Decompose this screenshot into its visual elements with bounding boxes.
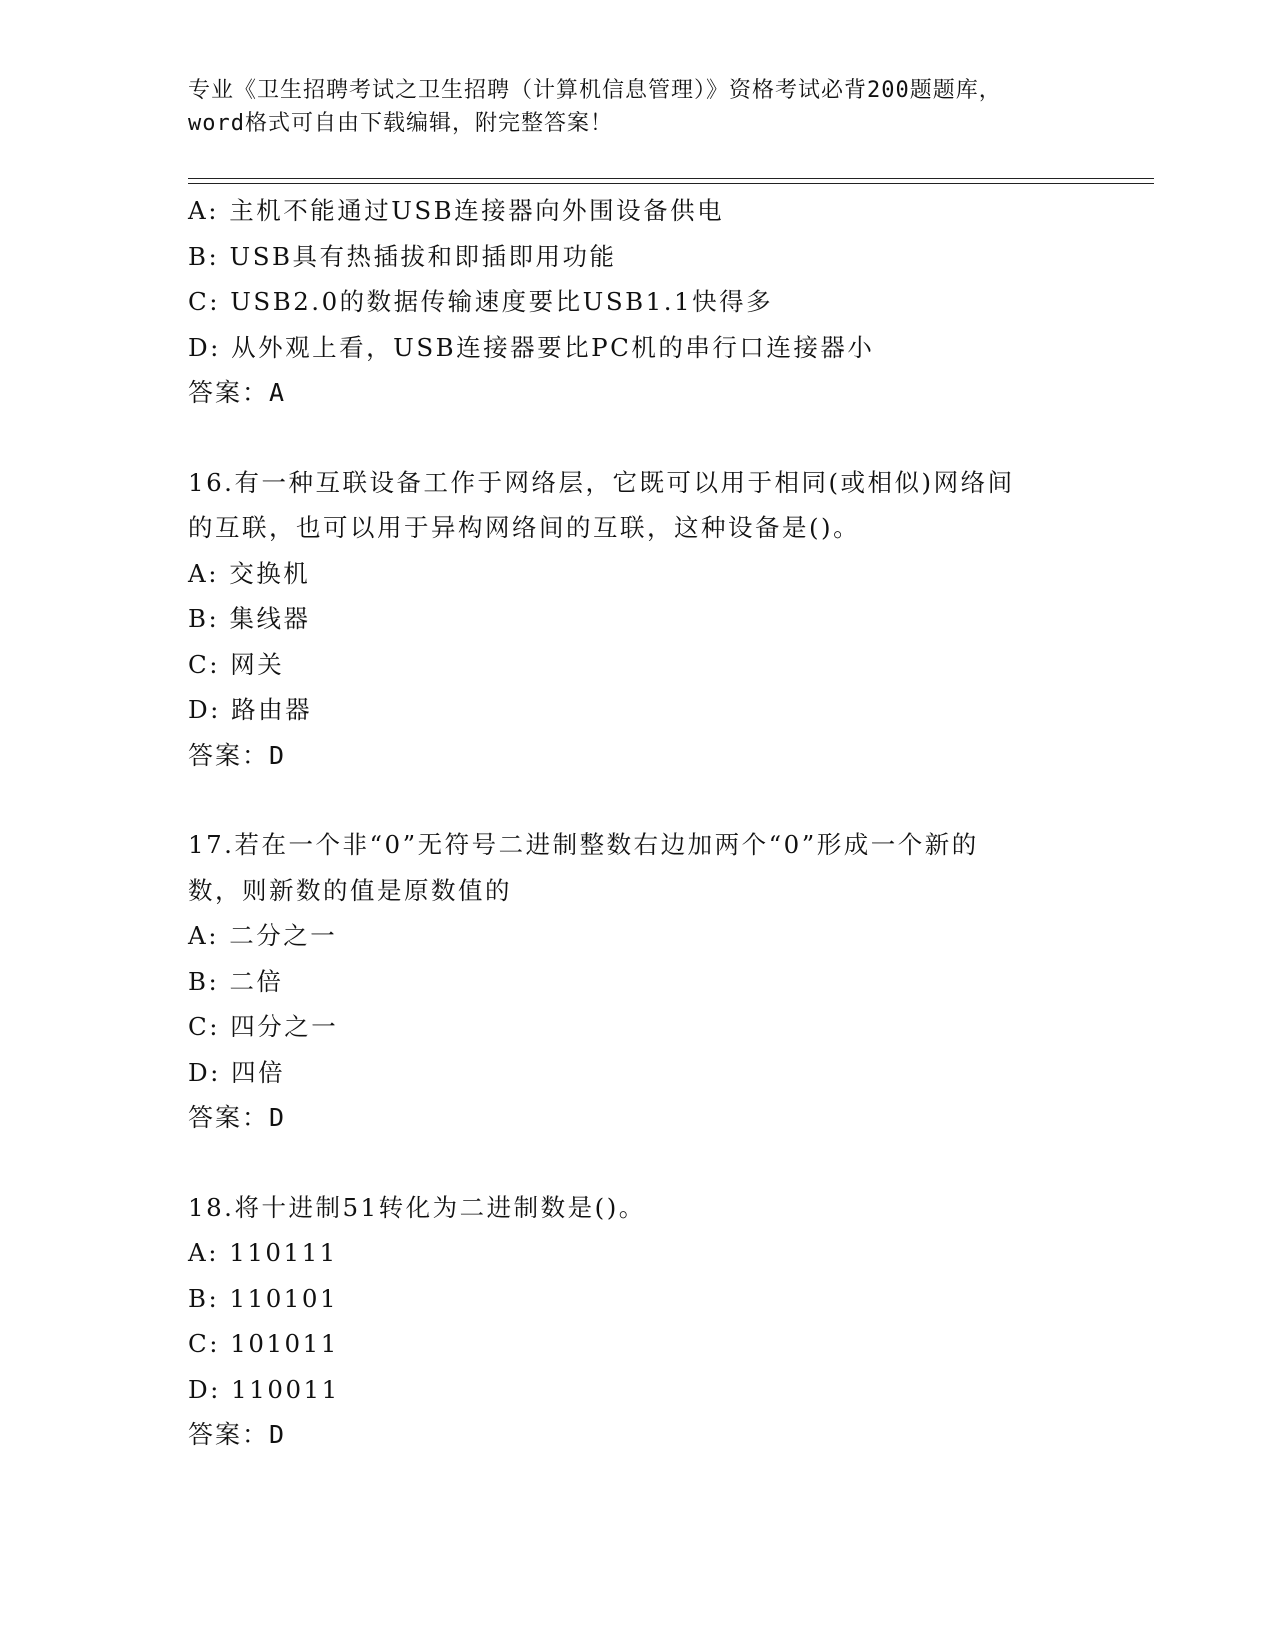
option-c: C: USB2.0的数据传输速度要比USB1.1快得多 (188, 287, 774, 316)
question-block-prev (188, 188, 1088, 416)
answer-line: 答案：D (188, 1103, 287, 1132)
option-b: B: USB具有热插拔和即插即用功能 (188, 241, 617, 271)
question-stem-line: 的互联，也可以用于异构网络间的互联，这种设备是()。 (188, 513, 861, 542)
option-d: D: 四倍 (188, 1057, 286, 1087)
option-a: A: 主机不能通过USB连接器向外围设备供电 (188, 196, 725, 225)
question-stem-line: 17.若在一个非“0”无符号二进制整数右边加两个“0”形成一个新的 (188, 830, 979, 859)
option-b: B: 110101 (188, 1283, 339, 1313)
option-a: A: 二分之一 (188, 921, 338, 950)
question-block-16 (188, 460, 1088, 779)
option-d: D: 从外观上看，USB连接器要比PC机的串行口连接器小 (188, 332, 875, 362)
question-list (188, 188, 1088, 1458)
header-rule-bottom (188, 183, 1154, 184)
header-rule-top (188, 178, 1154, 179)
spacer (188, 416, 1088, 460)
option-a: A: 交换机 (188, 558, 311, 588)
question-stem-line: 18.将十进制51转化为二进制数是()。 (188, 1192, 646, 1222)
question-block-17 (188, 822, 1088, 1141)
option-b: B: 二倍 (188, 966, 284, 996)
question-stem-line: 数，则新数的值是原数值的 (188, 875, 512, 905)
question-block-18 (188, 1185, 1088, 1458)
spacer (188, 1141, 1088, 1185)
header-line-1: 专业《卫生招聘考试之卫生招聘（计算机信息管理）》资格考试必背200题题库， (188, 78, 1002, 103)
option-d: D: 路由器 (188, 695, 313, 724)
header-line-2: word格式可自由下载编辑，附完整答案！ (188, 111, 613, 136)
option-d: D: 110011 (188, 1374, 340, 1404)
spacer (188, 778, 1088, 822)
option-a: A: 110111 (188, 1238, 338, 1267)
option-c: C: 101011 (188, 1329, 339, 1358)
option-c: C: 网关 (188, 649, 285, 679)
answer-line: 答案：D (188, 740, 287, 770)
document-header (188, 74, 1088, 140)
option-b: B: 集线器 (188, 604, 311, 633)
option-c: C: 四分之一 (188, 1012, 339, 1041)
answer-line: 答案：D (188, 1420, 287, 1449)
answer-line: 答案：A (188, 378, 287, 407)
question-stem-line: 16.有一种互联设备工作于网络层，它既可以用于相同(或相似)网络间 (188, 467, 1015, 497)
